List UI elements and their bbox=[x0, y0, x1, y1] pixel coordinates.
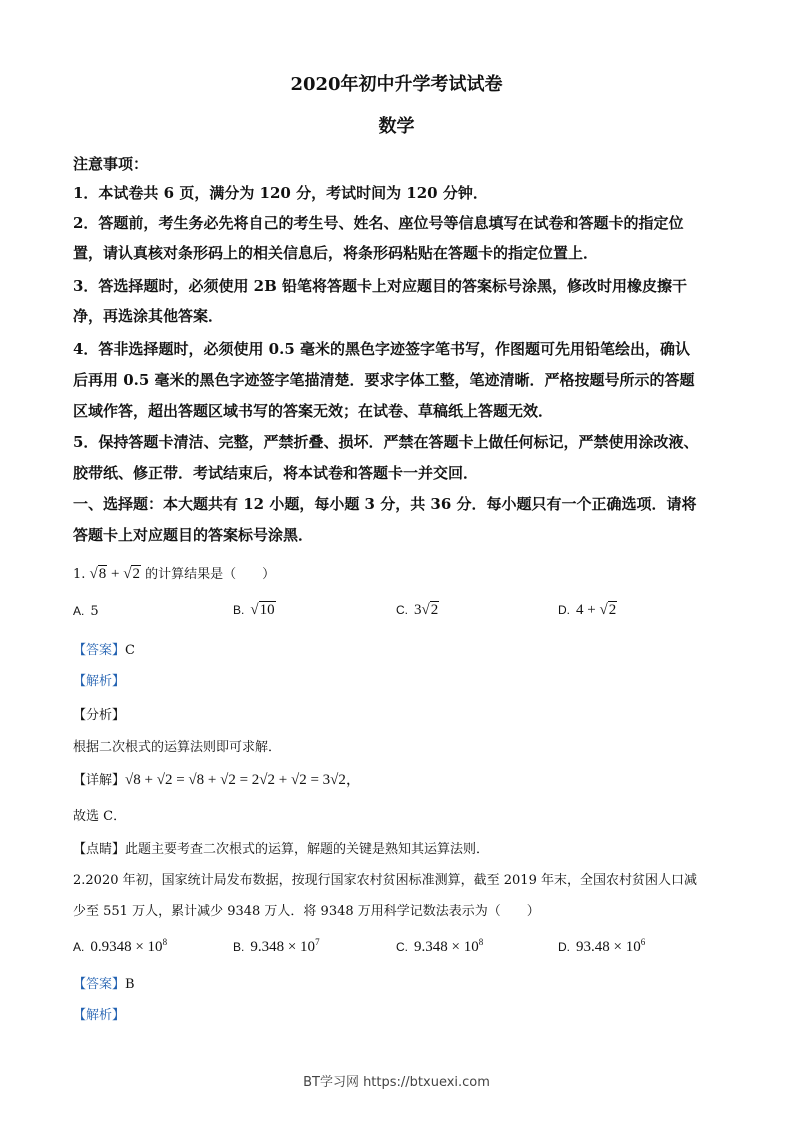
option-d: D. $93.48 \times 10^6$ bbox=[558, 937, 646, 955]
analysis-tag: 【解析】 bbox=[73, 1008, 126, 1023]
question-2-stem: 2.2020 年初，国家统计局发布数据，按现行国家农村贫困标准测算，截至 2019 年末，全国农村贫困人口减 bbox=[73, 873, 697, 888]
notice-line: 1．本试卷共 6 页，满分为 120 分，考试时间为 120 分钟． bbox=[73, 184, 488, 202]
notice-line: 胶带纸、修正带．考试结束后，将本试卷和答题卡一并交回． bbox=[73, 464, 479, 482]
option-c: C. 3√2 bbox=[396, 602, 439, 618]
answer-tag: 【答案】 bbox=[73, 643, 126, 658]
answer-value: B bbox=[125, 977, 135, 992]
answer-line bbox=[73, 639, 135, 658]
option-a: A. $0.9348 \times 10^8$ bbox=[73, 937, 168, 955]
fenxi-tag: 【分析】 bbox=[73, 708, 126, 723]
fenxi-text: 根据二次根式的运算法则即可求解． bbox=[73, 740, 282, 755]
answer-tag: 【答案】 bbox=[73, 977, 126, 992]
question-2-stem: 少至 551 万人，累计减少 9348 万人．将 9348 万用科学记数法表示为（ ） bbox=[73, 904, 540, 919]
option-b: B. $9.348 \times 10^7$ bbox=[233, 937, 320, 955]
option-a: A. 5 bbox=[73, 604, 99, 619]
notice-line: 净，再选涂其他答案． bbox=[73, 307, 224, 325]
option-d: D. 4 + √2 bbox=[558, 602, 617, 618]
detail-line bbox=[73, 768, 361, 789]
notice-line: 后再用 0.5 毫米的黑色字迹签字笔描清楚．要求字体工整，笔迹清晰．严格按题号所示的答题 bbox=[73, 371, 695, 389]
radicand: 8 bbox=[98, 566, 107, 582]
detail-tag: 【详解】 bbox=[73, 773, 126, 788]
notice-line: 3．答选择题时，必须使用 2B 铅笔将答题卡上对应题目的答案标号涂黑，修改时用橡皮擦干 bbox=[73, 277, 688, 295]
comment-text: 此题主要考查二次根式的运算，解题的关键是熟知其运算法则． bbox=[125, 842, 490, 857]
option-c: C. $9.348 \times 10^8$ bbox=[396, 937, 484, 955]
option-b: B. √10 bbox=[233, 602, 275, 618]
notice-line: 5．保持答题卡清洁、完整，严禁折叠、损坏．严禁在答题卡上做任何标记，严禁使用涂改液、 bbox=[73, 433, 699, 451]
radicand: 2 bbox=[132, 566, 140, 582]
comment-tag: 【点睛】 bbox=[73, 842, 126, 857]
choose-text: 故选 C． bbox=[73, 809, 127, 824]
section-heading: 一、选择题：本大题共有 12 小题，每小题 3 分，共 36 分．每小题只有一个正确选项．请将 bbox=[73, 495, 697, 513]
notice-line: 置，请认真核对条形码上的相关信息后，将条形码粘贴在答题卡的指定位置上． bbox=[73, 244, 599, 262]
notice-line: 2．答题前，考生务必先将自己的考生号、姓名、座位号等信息填写在试卷和答题卡的指定位 bbox=[73, 214, 684, 232]
answer-value: C bbox=[125, 643, 135, 658]
answer-line bbox=[73, 973, 135, 992]
footer-watermark: BT学习网 https://btxuexi.com bbox=[303, 1075, 490, 1090]
detail-math: √8 + √2 = √8 + √2 = 2√2 + √2 = 3√2， bbox=[125, 772, 361, 788]
question-1-stem: 1. √8 + √2 的计算结果是（ ） bbox=[73, 566, 276, 582]
notice-line: 区域作答，超出答题区域书写的答案无效；在试卷、草稿纸上答题无效． bbox=[73, 402, 554, 420]
plus-sign: + bbox=[111, 566, 120, 582]
question-stem-text: 的计算结果是（ ） bbox=[145, 567, 276, 582]
notice-heading: 注意事项： bbox=[73, 155, 149, 173]
analysis-tag: 【解析】 bbox=[73, 674, 126, 689]
notice-line: 4．答非选择题时，必须使用 0.5 毫米的黑色字迹签字笔书写，作图题可先用铅笔绘出，确认 bbox=[73, 340, 690, 358]
exam-title: 2020年初中升学考试试卷 bbox=[290, 74, 503, 95]
exam-subject: 数学 bbox=[378, 116, 415, 137]
comment-line bbox=[73, 838, 489, 857]
section-heading: 答题卡上对应题目的答案标号涂黑． bbox=[73, 526, 314, 544]
question-number: 1. bbox=[73, 567, 86, 582]
